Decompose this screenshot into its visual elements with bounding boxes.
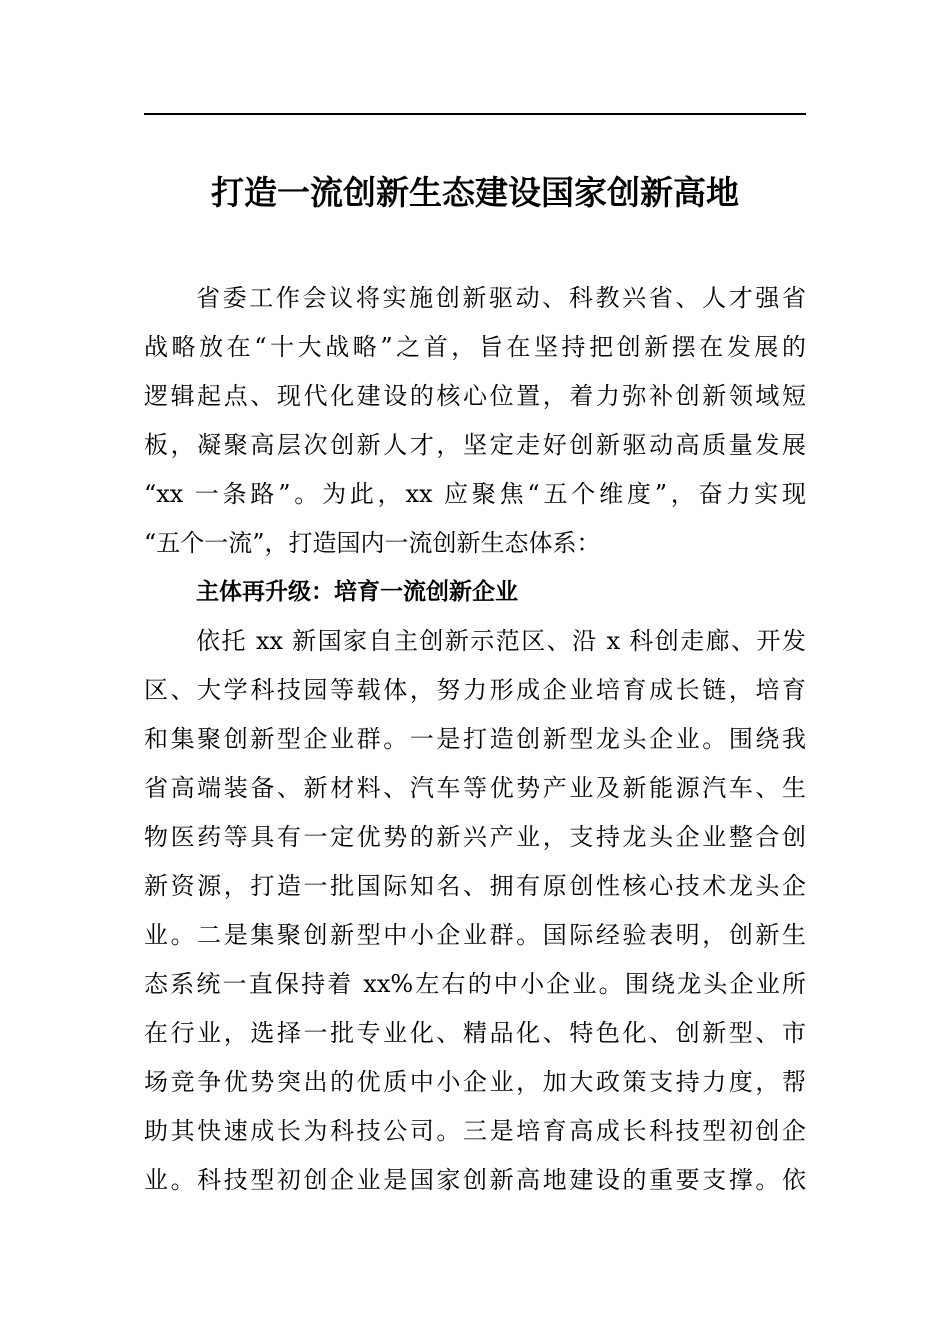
paragraph-line: “xx 一条路”。为此，xx 应聚焦“五个维度”，奋力实现 (144, 480, 806, 508)
paragraph-line: 助其快速成长为科技公司。三是培育高成长科技型初创企 (144, 1117, 806, 1145)
paragraph-line: 依托 xx 新国家自主创新示范区、沿 x 科创走廊、开发 (196, 627, 806, 655)
paragraph-line: 区、大学科技园等载体，努力形成企业培育成长链，培育 (144, 676, 806, 704)
paragraph-line: 和集聚创新型企业群。一是打造创新型龙头企业。围绕我 (144, 725, 806, 753)
paragraph-line: 逻辑起点、现代化建设的核心位置，着力弥补创新领域短 (144, 382, 806, 410)
paragraph-line: 在行业，选择一批专业化、精品化、特色化、创新型、市 (144, 1019, 806, 1047)
paragraph-line: 省高端装备、新材料、汽车等优势产业及新能源汽车、生 (144, 774, 806, 802)
paragraph-line: 物医药等具有一定优势的新兴产业，支持龙头企业整合创 (144, 823, 806, 851)
paragraph-line: 业。二是集聚创新型中小企业群。国际经验表明，创新生 (144, 921, 806, 949)
document-title: 打造一流创新生态建设国家创新高地 (211, 173, 739, 212)
document-body (144, 274, 806, 1205)
paragraph-line: 业。科技型初创企业是国家创新高地建设的重要支撑。依 (144, 1166, 806, 1194)
paragraph-line: 战略放在“十大战略”之首，旨在坚持把创新摆在发展的 (144, 333, 806, 361)
paragraph-line: 场竞争优势突出的优质中小企业，加大政策支持力度，帮 (144, 1068, 806, 1096)
paragraph-line: 新资源，打造一批国际知名、拥有原创性核心技术龙头企 (144, 872, 806, 900)
paragraph-line: 省委工作会议将实施创新驱动、科教兴省、人才强省 (196, 284, 806, 312)
paragraph-line: “五个一流”，打造国内一流创新生态体系： (144, 529, 601, 557)
section-heading: 主体再升级：培育一流创新企业 (196, 579, 518, 605)
paragraph-line: 态系统一直保持着 xx%左右的中小企业。围绕龙头企业所 (144, 970, 806, 998)
header-rule (144, 113, 806, 115)
paragraph-line: 板，凝聚高层次创新人才，坚定走好创新驱动高质量发展 (144, 431, 806, 459)
